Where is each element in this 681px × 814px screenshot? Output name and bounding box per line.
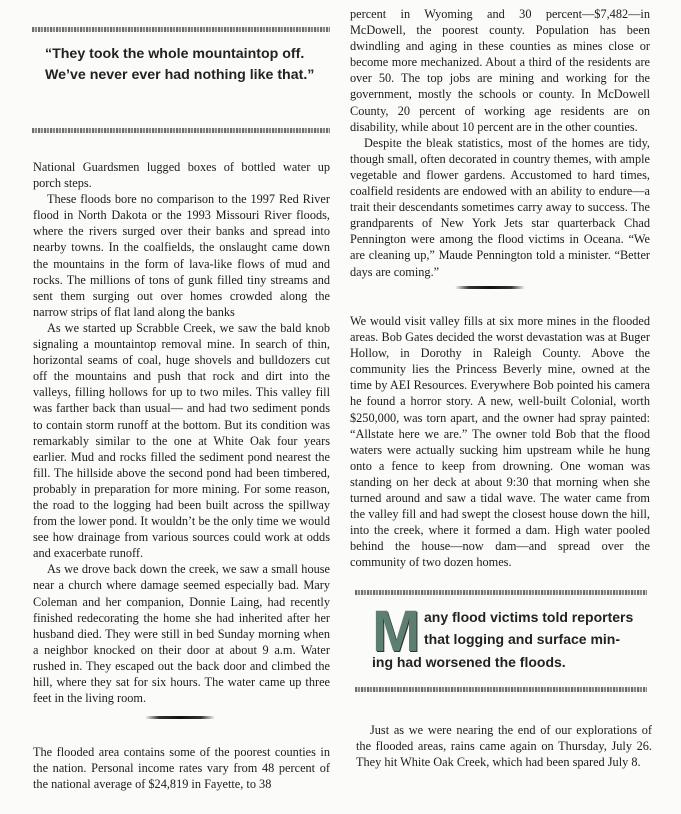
pull-quote-2 [424, 606, 654, 650]
pull-quote-top-rule [32, 27, 330, 32]
paragraph: These floods bore no comparison to the 1997 Red River flood in North Dakota or the 1993 Missouri River floods, where the rivers surged over their banks and spread into nearby towns. In the coalfields, the onslaught came down the mountains in the form of lava-like flows of mud and rocks. The millions of tons of gunk filled tiny streams and sent them surging out over homes crowded along the narrow strips of flat land along the banks [33, 192, 330, 319]
right-column-body [350, 6, 650, 280]
pull-quote-bottom-rule [355, 687, 647, 692]
pull-quote-line: ing had worsened the floods. [372, 654, 566, 670]
paragraph: Despite the bleak statistics, most of the homes are tidy, though small, often decorated in country themes, with ample vegetable and flower gardens. Accustomed to hard times, coalfield residents are endowed with an ability to endure—a trait their descendants sometimes carry away to success. The grandparents of New York Jets star quarterback Chad Pennington were among the flood victims in Oceana. “We are cleaning up,” Maude Pennington told a minister. “Better days are coming.” [350, 135, 650, 279]
paragraph: As we drove back down the creek, we saw a small house near a church where damage seemed especially bad. Mary Coleman and her companion, Donnie Laing, had recently finished redecorating the home she had inherited after her husband died. They were still in bed Sunday morning when a neighbor knocked on their door at about 9 a.m. Water rushed in. They escaped out the back door and climbed the hill, where they sat for six hours. The water came up three feet in the living room. [33, 562, 330, 706]
paragraph: We would visit valley fills at six more mines in the flooded areas. Bob Gates decided the worst devastation was at Buger Hollow, in Dorothy in Raleigh County. Above the community lies the Princess Beverly mine, owned at the time by AEI Resources. Everywhere Bob pointed his camera he found a horror story. A new, well-built Colonial, worth $250,000, was torn apart, and the owner had spray painted: “Allstate here we are.” The owner told Bob that the flood waters were actually sucking him upstream while he hung onto a fence to keep from drowning. One woman was standing on her deck at about 9:30 that morning when she turned around and saw a tidal wave. The water came from the valley fill and had swept the closest house down the hill, into the creek, where it formed a dam. High water pooled behind the house—now dam—and spread over the community of two dozen homes. [350, 314, 650, 570]
right-column-middle-body [350, 313, 650, 571]
pull-quote-bottom-rule [32, 128, 330, 133]
left-column-lower-body [33, 744, 330, 792]
pull-quote-1: “They took the whole mountaintop off. We’ve never ever had nothing like that.” [45, 46, 315, 83]
left-column-body [33, 159, 330, 706]
paragraph: percent in Wyoming and 30 percent—$7,482—in McDowell, the poorest county. Population has been dwindling and aging in these counties as mines close or become more mechanized. About a third of the residents are over 50. The top jobs are mining and working for the government, mostly the schools or county. In McDowell County, 20 percent of working age residents are on disability, while about 10 percent are in the other counties. [350, 7, 650, 134]
pull-quote-line: any flood victims told reporters [424, 609, 634, 625]
paragraph: Just as we were nearing the end of our explorations of the flooded areas, rains came again on Thursday, July 26. They hit White Oak Creek, which had been spared July 8. [356, 723, 652, 770]
pull-quote-line: that logging and surface min- [424, 631, 621, 647]
paragraph: National Guardsmen lugged boxes of bottled water up porch steps. [33, 160, 330, 191]
section-divider-ornament [145, 716, 215, 719]
section-divider-ornament [455, 286, 525, 289]
paragraph: As we started up Scrabble Creek, we saw the bald knob signaling a mountaintop removal mine. In search of thin, horizontal seams of coal, huge shovels and bulldozers cut off the mountains and push that rock and dirt into the valleys, filling hollows for up to two miles. This valley fill was farther back than usual— and had two sediment ponds to contain storm runoff at the bottom. But its condition was remarkably similar to the one at White Oak four years earlier. Mud and rocks filled the sediment pond nearest the fill. The hillside above the second pond had been timbered, probably in preparation for more mining. For some reason, the road to the logging had been built across the spillway from the lower pond. It wouldn’t be the only time we would see how drainage from various sources could work at odds and exacerbate runoff. [33, 320, 330, 561]
paragraph: The flooded area contains some of the poorest counties in the nation. Personal income rates vary from 48 percent of the national average of $24,819 in Fayette, to 38 [33, 745, 330, 792]
right-column-lower-body [356, 722, 652, 770]
pull-quote-top-rule [355, 590, 647, 595]
pull-quote-drop-cap: M [372, 599, 421, 664]
